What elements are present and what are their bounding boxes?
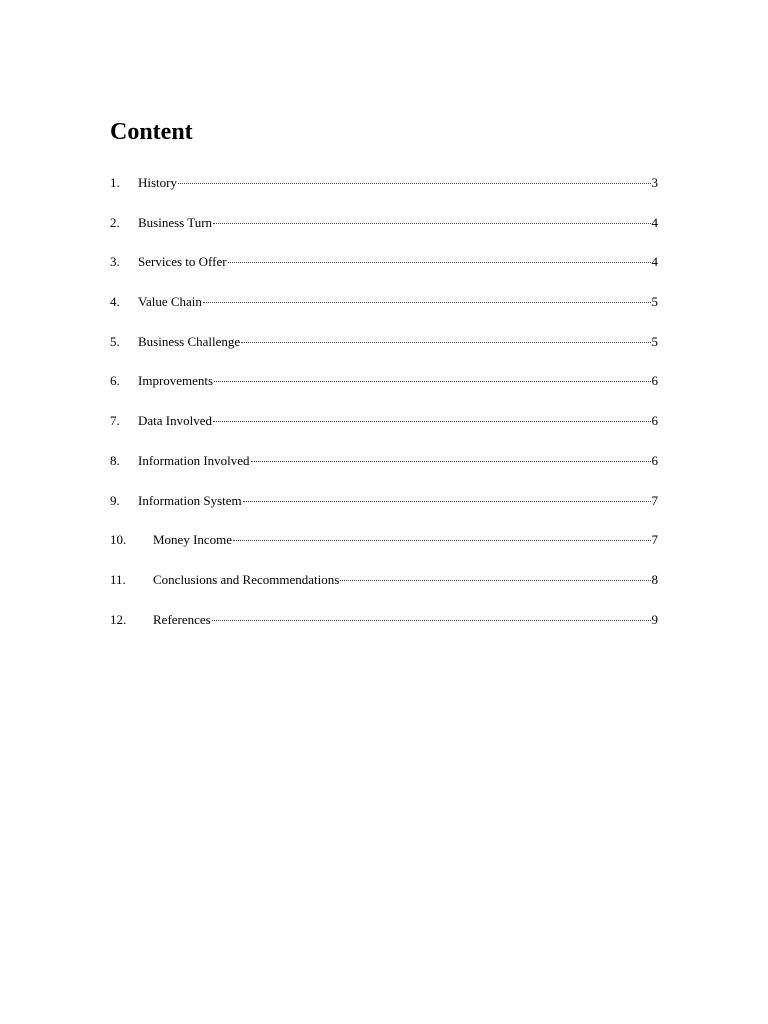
toc-entry-number: 1. (110, 175, 120, 190)
toc-entry-number: 3. (110, 254, 120, 270)
toc-entry-history[interactable] (110, 172, 658, 212)
toc-entry-number: 6. (110, 373, 120, 389)
toc-entry-data-involved[interactable] (110, 410, 658, 450)
toc-dot-leader (340, 580, 650, 581)
toc-entry-label: References (153, 611, 211, 627)
toc-entry-label: Value Chain (138, 294, 202, 310)
toc-dot-leader (233, 540, 650, 541)
toc-entry-references[interactable] (110, 609, 658, 649)
toc-entry-business-challenge[interactable] (110, 331, 658, 371)
toc-entry-business-turn[interactable] (110, 212, 658, 252)
toc-entry-label: Services to Offer (138, 254, 227, 270)
toc-entry-number: 11. (110, 571, 126, 587)
toc-entry-page: 7 (651, 532, 658, 548)
toc-entry-page: 9 (651, 611, 658, 627)
toc-entry-number: 7. (110, 413, 120, 429)
page-title: Content (110, 119, 193, 145)
toc-entry-page: 6 (651, 452, 658, 468)
toc-entry-page: 3 (651, 175, 658, 190)
toc-entry-value-chain[interactable] (110, 291, 658, 331)
toc-entry-number: 4. (110, 294, 120, 310)
toc-entry-label: Information System (138, 492, 242, 508)
toc-entry-label: Business Turn (138, 214, 213, 230)
toc-entry-number: 9. (110, 492, 120, 508)
toc-entry-label: Conclusions and Recommendations (153, 571, 340, 587)
toc-entry-services-to-offer[interactable] (110, 251, 658, 291)
toc-entry-number: 5. (110, 333, 120, 349)
toc-entry-money-income[interactable] (110, 529, 658, 569)
toc-entry-label: Business Challenge (138, 333, 241, 349)
toc-entry-information-system[interactable] (110, 490, 658, 530)
toc-entry-label: History (138, 175, 177, 190)
table-of-contents (110, 172, 658, 648)
toc-entry-page: 7 (651, 492, 658, 508)
toc-entry-conclusions-and-recommendations[interactable] (110, 569, 658, 609)
toc-entry-page: 5 (651, 294, 658, 310)
toc-entry-page: 6 (651, 413, 658, 429)
toc-dot-leader (213, 421, 650, 422)
toc-dot-leader (241, 342, 650, 343)
toc-entry-number: 12. (110, 611, 127, 627)
toc-dot-leader (213, 223, 650, 224)
toc-entry-label: Data Involved (138, 413, 213, 429)
toc-entry-number: 8. (110, 452, 120, 468)
toc-entry-label: Information Involved (138, 452, 250, 468)
toc-entry-label: Money Income (153, 532, 233, 548)
toc-dot-leader (214, 381, 650, 382)
toc-entry-page: 6 (651, 373, 658, 389)
toc-dot-leader (178, 183, 651, 184)
toc-dot-leader (243, 501, 651, 502)
toc-entry-page: 4 (651, 214, 658, 230)
toc-entry-label: Improvements (138, 373, 214, 389)
toc-entry-number: 10. (110, 532, 127, 548)
toc-entry-number: 2. (110, 214, 120, 230)
toc-dot-leader (212, 620, 651, 621)
toc-entry-page: 8 (651, 571, 658, 587)
toc-dot-leader (251, 461, 651, 462)
toc-dot-leader (228, 262, 651, 263)
toc-entry-page: 4 (651, 254, 658, 270)
toc-entry-improvements[interactable] (110, 370, 658, 410)
toc-entry-information-involved[interactable] (110, 450, 658, 490)
toc-entry-page: 5 (651, 333, 658, 349)
toc-dot-leader (203, 302, 651, 303)
